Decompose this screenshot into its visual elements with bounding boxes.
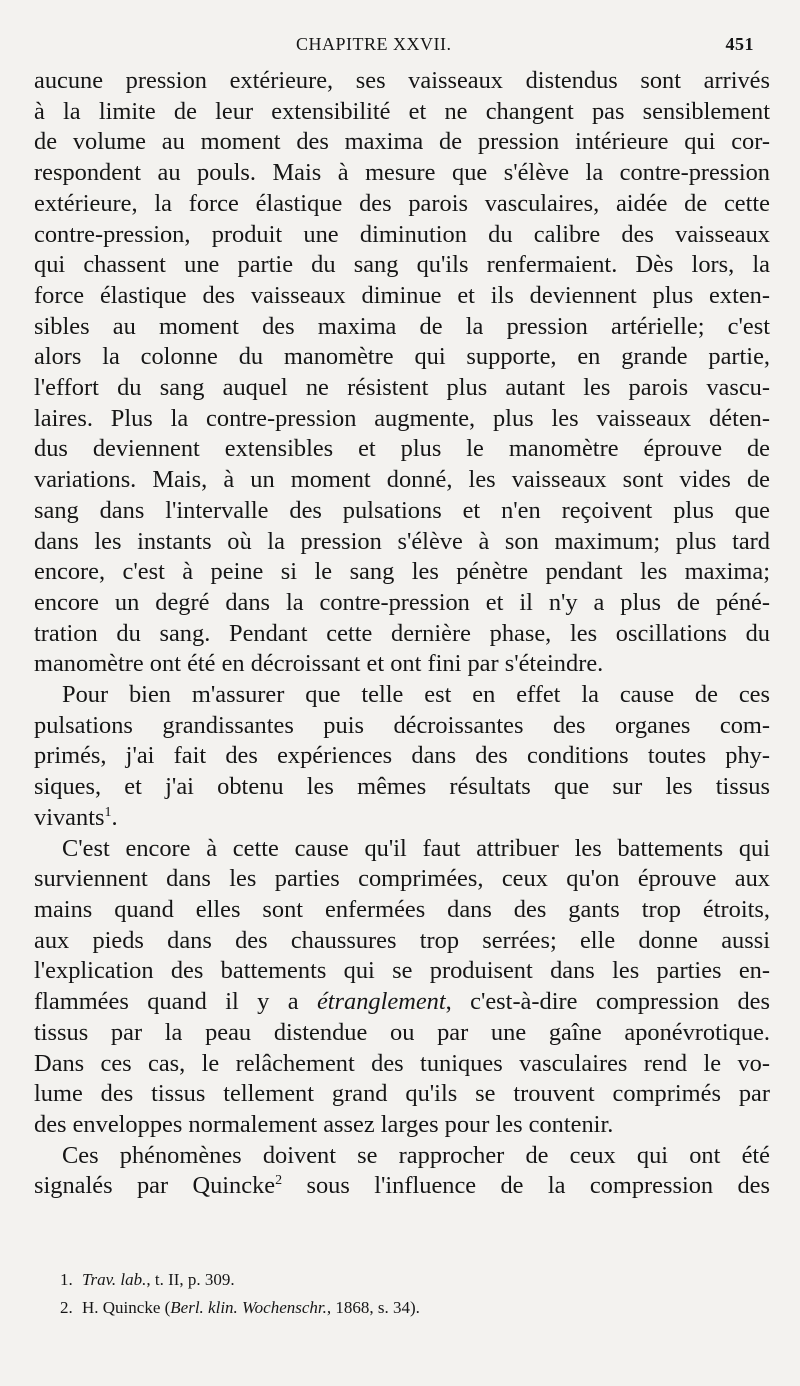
emphasis: Trav. lab. [82, 1270, 147, 1289]
line: Dans ces cas, le relâchement des tuniques vasculaires rend le vo- [34, 1049, 770, 1077]
line: contre-pression, produit une diminution du calibre des vaisseaux [34, 220, 770, 248]
line: aux pieds dans des chaussures trop serrées; elle donne aussi [34, 926, 770, 954]
line: lume des tissus tellement grand qu'ils se trouvent comprimés par [34, 1080, 770, 1108]
line: mains quand elles sont enfermées dans des gants trop étroits, [34, 895, 770, 923]
line: laires. Plus la contre-pression augmente, plus les vaisseaux déten- [34, 404, 770, 432]
footnote-text: H. Quincke ( [82, 1298, 171, 1317]
line: Ces phénomènes doivent se rapprocher de ceux qui ont été [62, 1141, 770, 1169]
page-number: 451 [725, 34, 754, 54]
line-text: , c'est-à-dire compression des [445, 988, 771, 1016]
line-text: . [111, 803, 118, 831]
line: sibles au moment des maxima de la pression artérielle; c'est [34, 312, 770, 340]
line: l'effort du sang auquel ne résistent plus autant les parois vascu- [34, 374, 770, 402]
line-text: signalés par Quincke [34, 1172, 276, 1200]
footnote-text: , t. II, p. 309. [146, 1270, 235, 1289]
line: encore un degré dans la contre-pression et il n'y a plus de péné- [34, 588, 770, 616]
line: surviennent dans les parties comprimées, ceux qu'on éprouve aux [34, 865, 770, 893]
footnote-number: 1. [60, 1270, 73, 1289]
line: respondent au pouls. Mais à mesure que s'élève la contre-pression [34, 159, 770, 187]
footnote-2 [60, 1294, 760, 1322]
line: variations. Mais, à un moment donné, les vaisseaux sont vides de [34, 466, 770, 494]
line [34, 1171, 770, 1202]
line-text: flammées quand il y a [34, 988, 317, 1016]
line-text: vivants [34, 803, 105, 831]
line: dus deviennent extensibles et plus le manomètre éprouve de [34, 435, 770, 463]
emphasis: Berl. klin. Wochenschr. [170, 1298, 327, 1317]
line: primés, j'ai fait des expériences dans des conditions toutes phy- [34, 742, 770, 770]
line: tissus par la peau distendue ou par une gaîne aponévrotique. [34, 1018, 770, 1046]
line: qui chassent une partie du sang qu'ils renfermaient. Dès lors, la [34, 251, 770, 279]
running-header [38, 34, 754, 64]
line: alors la colonne du manomètre qui supporte, en grande partie, [34, 343, 770, 371]
line: l'explication des battements qui se produisent dans les parties en- [34, 957, 770, 985]
line: des enveloppes normalement assez larges pour les contenir. [34, 1110, 614, 1138]
emphasis: étranglement [316, 988, 446, 1016]
footnote-ref[interactable]: 1 [104, 804, 112, 820]
footnotes [60, 1266, 760, 1322]
chapter-title: CHAPITRE XXVII. [296, 34, 452, 54]
footnote-1 [60, 1266, 760, 1294]
line: encore, c'est à peine si le sang les pénètre pendant les maxima; [34, 558, 770, 586]
line: manomètre ont été en décroissant et ont fini par s'éteindre. [34, 650, 604, 678]
line: pulsations grandissantes puis décroissantes des organes com- [34, 711, 770, 739]
footnote-ref[interactable]: 2 [275, 1173, 283, 1189]
line-text: sous l'influence de la compression des [282, 1172, 771, 1200]
line: aucune pression extérieure, ses vaisseaux distendus sont arrivés [34, 67, 770, 94]
footnote-text: , 1868, s. 34). [326, 1298, 420, 1317]
line: tration du sang. Pendant cette dernière phase, les oscillations du [34, 619, 770, 647]
line [34, 803, 770, 834]
line: force élastique des vaisseaux diminue et ils deviennent plus exten- [34, 281, 770, 309]
body-text [34, 66, 770, 1202]
line: extérieure, la force élastique des parois vasculaires, aidée de cette [34, 189, 770, 217]
line: dans les instants où la pression s'élève à son maximum; plus tard [34, 527, 770, 555]
line: à la limite de leur extensibilité et ne changent pas sensiblement [34, 97, 770, 125]
footnote-number: 2. [60, 1298, 73, 1317]
line: Pour bien m'assurer que telle est en effet la cause de ces [62, 681, 770, 709]
line: C'est encore à cette cause qu'il faut attribuer les battements qui [62, 834, 770, 862]
line: de volume au moment des maxima de pression intérieure qui cor- [34, 128, 770, 156]
line: siques, et j'ai obtenu les mêmes résultats que sur les tissus [34, 773, 770, 801]
line: sang dans l'intervalle des pulsations et n'en reçoivent plus que [34, 496, 770, 524]
line [34, 987, 770, 1018]
